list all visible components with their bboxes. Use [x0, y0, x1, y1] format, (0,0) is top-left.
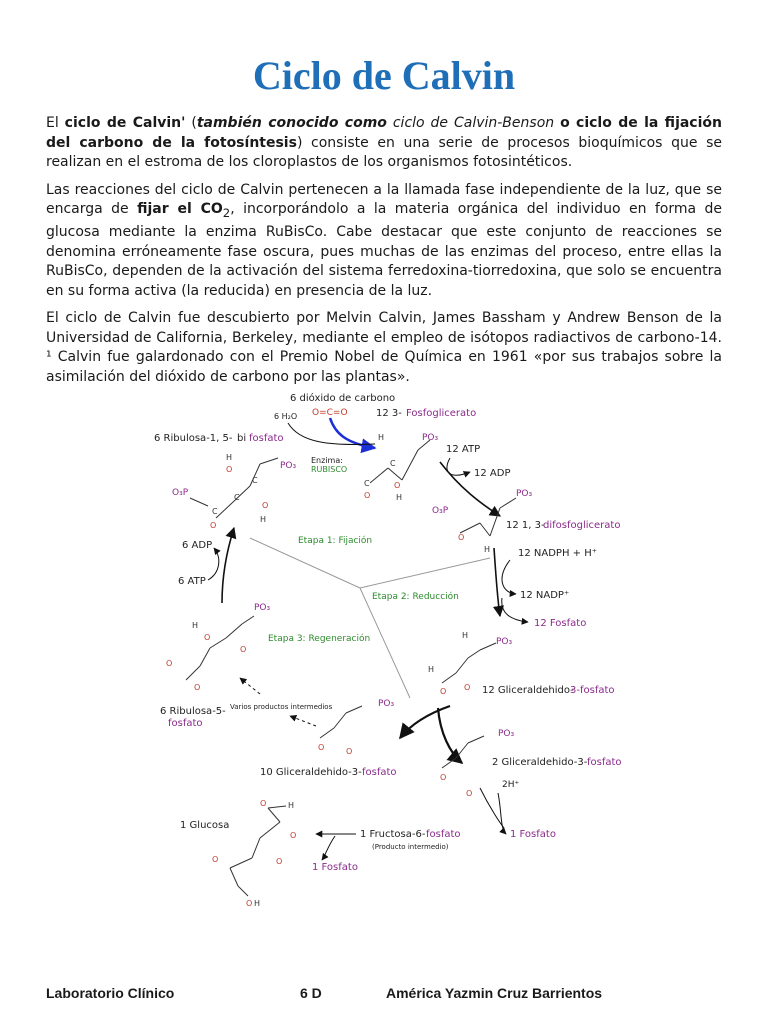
intermediates-arrow-left — [240, 678, 260, 694]
atom-label: O — [440, 773, 447, 782]
atom-label: O — [194, 683, 201, 692]
atom-label: O — [226, 465, 233, 474]
atp-arrow — [447, 458, 470, 475]
fosfato1-right: 1 Fosfato — [510, 829, 556, 840]
bold-italic-term: también conocido como — [196, 115, 387, 131]
atom-label: H — [484, 545, 491, 554]
pga-count: 12 3- — [376, 408, 402, 419]
atp12-label: 12 ATP — [446, 444, 481, 455]
atom-label: O — [290, 831, 297, 840]
atom-label: H — [254, 899, 261, 908]
bold-term: o ciclo de la fijación del carbono de la fotosíntesis — [46, 115, 722, 151]
atom-label: O — [276, 857, 283, 866]
nadph-arrow — [502, 560, 516, 594]
po3-group: PO₃ — [254, 603, 271, 613]
enzyme-label: Enzima: — [311, 456, 343, 465]
stage2-label: Etapa 2: Reducción — [372, 592, 459, 602]
bpg-name: difosfoglicerato — [543, 520, 621, 531]
g3p10-name: fosfato — [362, 767, 397, 778]
footer-group: 6 D — [300, 985, 322, 1001]
stage3-label: Etapa 3: Regeneración — [268, 634, 371, 644]
atom-label: O — [364, 491, 371, 500]
page-footer — [46, 985, 722, 1005]
atom-label: C — [252, 476, 258, 485]
footer-author: América Yazmin Cruz Barrientos — [386, 985, 603, 1001]
po3-group: PO₃ — [498, 729, 515, 739]
co2-label: 6 dióxido de carbono — [290, 393, 396, 404]
footer-lab: Laboratorio Clínico — [46, 985, 175, 1001]
atom-label: O — [212, 855, 219, 864]
atom-label: H — [462, 631, 469, 640]
water-arrow — [288, 423, 375, 445]
ru5p-count: 6 Ribulosa-5- — [160, 706, 226, 717]
g3p2-molecule — [442, 736, 484, 768]
water-label: 6 H₂O — [274, 412, 298, 421]
fructose-name: fosfato — [426, 829, 461, 840]
g3p12-count: 12 Gliceraldehido- — [482, 685, 574, 696]
atom-label: O — [260, 799, 267, 808]
cycle-arrow-bpg-to-g3p — [494, 548, 500, 616]
atom-label: C — [234, 493, 240, 502]
rubp-fosfato: fosfato — [249, 433, 284, 444]
enzyme-name: RUBISCO — [311, 465, 348, 474]
atom-label: O — [240, 645, 247, 654]
atom-label: O — [440, 687, 447, 696]
po3-group: PO₃ — [280, 461, 297, 471]
atom-label: O — [204, 633, 211, 642]
atom-label: C — [212, 507, 218, 516]
paragraph-definition — [46, 114, 722, 173]
page-title: Ciclo de Calvin — [252, 53, 516, 98]
fosfato1-left: 1 Fosfato — [312, 862, 358, 873]
atom-label: H — [226, 453, 233, 462]
ru5p-name: fosfato — [168, 718, 203, 729]
fructose-count: 1 Fructosa-6- — [360, 829, 426, 840]
atom-label: O — [394, 481, 401, 490]
bold-term: ciclo de Calvin' — [64, 115, 186, 131]
rubp-count: 6 Ribulosa-1, 5- — [154, 433, 233, 444]
text-span: ( — [185, 115, 197, 131]
atom-label: H — [260, 515, 267, 524]
text-span: El ciclo de Calvin fue descubierto por Melvin Calvin, James Bassham y Andrew Benson de la Universidad de California, Berkeley, mediante el empleo de isótopos radiactivos de carbono-14. ¹ Calvin fue galardonado con el Premio Nobel de Química en 1961 «por sus trabajos sobre la asimilación del dióxido de carbono por las plantas». — [46, 310, 722, 385]
adp6-label: 6 ADP — [182, 540, 213, 551]
atom-label: H — [428, 665, 435, 674]
stage1-label: Etapa 1: Fijación — [298, 536, 373, 546]
adp12-label: 12 ADP — [474, 468, 511, 479]
pga-molecule — [370, 440, 430, 483]
nadph-label: 12 NADPH + H⁺ — [518, 548, 598, 559]
o-c-o-molecule: O=C=O — [312, 408, 348, 418]
atom-label: H — [396, 493, 403, 502]
atom-label: O — [318, 743, 325, 752]
atom-label: C — [364, 479, 370, 488]
g3p2-name: fosfato — [587, 757, 622, 768]
fosfato-left-arrow — [322, 836, 335, 860]
atom-label: H — [288, 801, 295, 810]
atom-label: O — [210, 521, 217, 530]
atom-label: O — [466, 789, 473, 798]
g3p10-count: 10 Gliceraldehido-3- — [260, 767, 362, 778]
fosfato-right-arrow — [498, 793, 506, 834]
g3p12-name: 3-fosfato — [570, 685, 615, 696]
intermediates-arrow — [290, 716, 316, 726]
glucose-molecule — [230, 806, 286, 896]
atom-label: O — [246, 899, 253, 908]
atp-adp-arrow — [208, 548, 219, 580]
calvin-cycle-diagram — [150, 388, 630, 908]
g3p2-count: 2 Gliceraldehido-3- — [492, 757, 588, 768]
pga-name: Fosfoglicerato — [406, 408, 477, 419]
intermediates-label: Varios productos intermedios — [230, 703, 333, 711]
atom-label: O — [166, 659, 173, 668]
cycle-arrow-ru5p-to-rubp — [222, 528, 234, 603]
po3-group: PO₃ — [516, 489, 533, 499]
atom-label: O — [458, 533, 465, 542]
text-span: Las reacciones del ciclo de Calvin pertenecen a la llamada fase independiente de la luz, que se encarga de — [46, 181, 722, 217]
text-span: , incorporándolo a la materia orgánica del individuo en forma de glucosa mediante la enzima RuBisCo. Cabe destacar que este conjunto de reacciones se denomina erróneamente fase oscura, pues muchas de las enzimas del proceso, entre ellas la RuBisCo, dependen de la activación del sistema ferredoxina-tiorredoxina, que solo se encuentra en su forma activa (la reducida) en presencia de la luz. — [46, 201, 723, 299]
fosfato12-label: 12 Fosfato — [534, 618, 587, 629]
rubp-bi: bi — [237, 433, 247, 444]
atom-label: H — [192, 621, 199, 630]
nadp-label: 12 NADP⁺ — [520, 590, 570, 601]
po3-group: PO₃ — [422, 433, 439, 443]
o3p-group: O₃P — [432, 506, 449, 516]
italic-term: ciclo de Calvin-Benson — [386, 115, 561, 131]
po3-group: PO₃ — [496, 637, 513, 647]
bold-term: fijar el CO — [137, 201, 223, 217]
paragraph-history — [46, 309, 722, 387]
bpg-count: 12 1, 3- — [506, 520, 545, 531]
atom-label: O — [346, 747, 353, 756]
o3p-group: O₃P — [172, 488, 189, 498]
atom-label: C — [390, 459, 396, 468]
h2-label: 2H⁺ — [502, 780, 520, 790]
stage-divider-line — [360, 558, 490, 588]
po3-group: PO₃ — [378, 699, 395, 709]
fosfato-release-arrow — [502, 598, 528, 622]
body-text — [46, 114, 722, 395]
paragraph-reactions — [46, 181, 722, 302]
subscript: 2 — [222, 205, 231, 220]
text-span: ) consiste en una serie de procesos bioquímicos que se realizan en el estroma de los cloroplastos de los organismos fotosintéticos. — [46, 134, 722, 170]
fructose-note: (Producto intermedio) — [372, 843, 449, 851]
atom-label: O — [464, 683, 471, 692]
glucose-label: 1 Glucosa — [180, 820, 230, 831]
atp6-label: 6 ATP — [178, 576, 206, 587]
atom-label: H — [378, 433, 385, 442]
g3p12-molecule — [442, 643, 496, 683]
text-span: El — [46, 115, 65, 131]
atom-label: O — [262, 501, 269, 510]
